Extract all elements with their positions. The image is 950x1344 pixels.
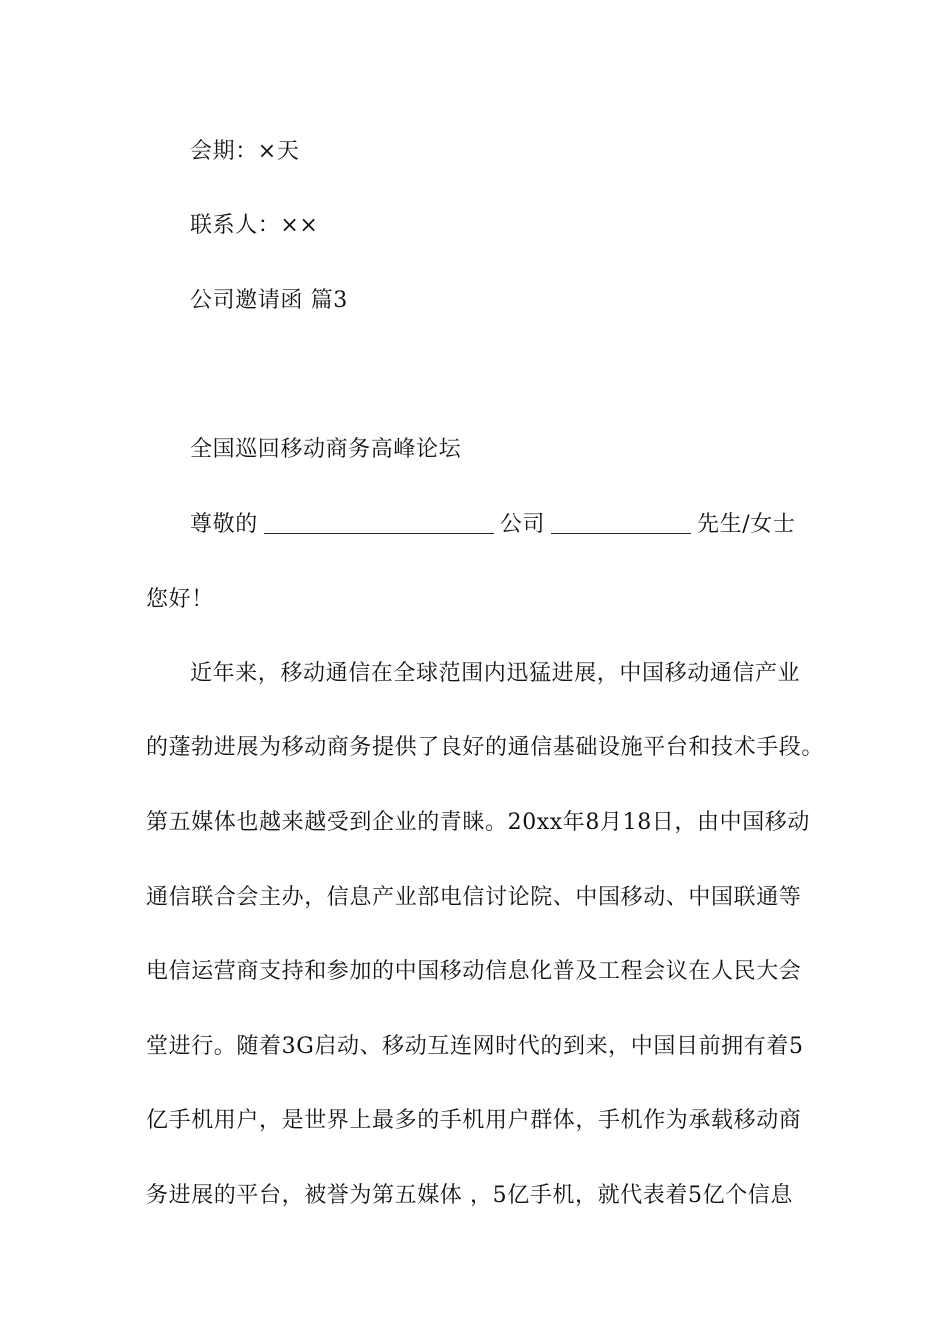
- body-line: 电信运营商支持和参加的中国移动信息化普及工程会议在人民大会: [146, 959, 802, 984]
- body-line: 近年来，移动通信在全球范围内迅猛进展，中国移动通信产业: [190, 661, 801, 686]
- body-line: 堂进行。随着3G启动、移动互连网时代的到来，中国目前拥有着5: [146, 1034, 804, 1059]
- salutation-company-suffix: 公司: [499, 512, 546, 537]
- salutation-prefix: 尊敬的: [190, 512, 258, 537]
- body-line: 第五媒体也越来越受到企业的青睐。20xx年8月18日，由中国移动: [146, 810, 811, 835]
- greeting: 您好！: [146, 587, 214, 612]
- meeting-period-line: 会期：×天: [190, 139, 300, 164]
- body-line: 亿手机用户，是世界上最多的手机用户群体，手机作为承载移动商: [146, 1108, 802, 1133]
- salutation-line: [190, 510, 795, 540]
- body-line: 务进展的平台，被誉为第五媒体 ，5亿手机，就代表着5亿个信息: [146, 1183, 793, 1208]
- contact-line: 联系人：××: [190, 213, 319, 238]
- section-title: 公司邀请函 篇3: [190, 288, 348, 313]
- company-name-blank[interactable]: [264, 511, 494, 534]
- body-line: 的蓬勃进展为移动商务提供了良好的通信基础设施平台和技术手段。: [146, 735, 825, 760]
- person-name-blank[interactable]: [551, 511, 691, 534]
- body-line: 通信联合会主办，信息产业部电信讨论院、中国移动、中国联通等: [146, 885, 802, 910]
- forum-title: 全国巡回移动商务高峰论坛: [190, 437, 462, 462]
- salutation-person-suffix: 先生/女士: [697, 512, 796, 537]
